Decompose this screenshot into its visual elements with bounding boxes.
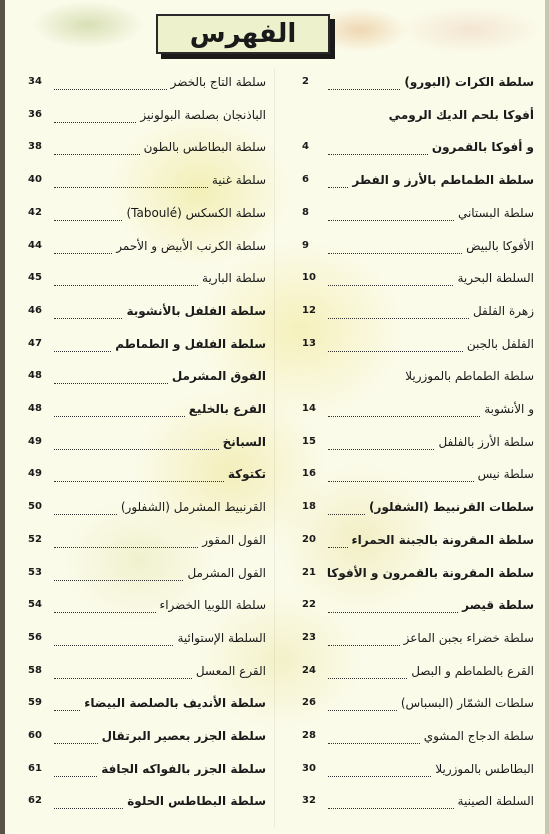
index-entry bbox=[302, 301, 534, 329]
entry-page-number: 58 bbox=[28, 664, 42, 676]
entry-title: سلطة الكرات (البورو) bbox=[404, 75, 534, 89]
dot-leader bbox=[54, 187, 208, 188]
index-entry bbox=[302, 399, 534, 427]
entry-title: سلطة الطماطم بالموزريلا bbox=[405, 369, 534, 384]
entry-title: سلطة البطاطس الحلوة bbox=[127, 794, 266, 809]
dot-leader bbox=[54, 710, 80, 711]
entry-page-number: 47 bbox=[28, 337, 42, 349]
index-entry bbox=[302, 105, 534, 133]
entry-title: الفلفل بالجبن bbox=[466, 336, 534, 351]
entry-page-number: 38 bbox=[28, 141, 42, 153]
index-entry bbox=[28, 759, 266, 787]
dot-leader bbox=[328, 253, 462, 254]
entry-title: الأفوكا بالبيض bbox=[466, 238, 534, 253]
dot-leader bbox=[328, 416, 480, 417]
entry-page-number: 30 bbox=[302, 762, 316, 774]
entry-page-number: 60 bbox=[28, 730, 42, 741]
index-entry bbox=[28, 595, 266, 623]
dot-leader bbox=[328, 187, 348, 188]
entry-page-number: 56 bbox=[28, 631, 42, 643]
dot-leader bbox=[54, 449, 219, 450]
dot-leader bbox=[328, 220, 454, 221]
index-entry bbox=[302, 693, 534, 721]
index-entry bbox=[28, 726, 266, 754]
entry-page-number: 12 bbox=[302, 304, 316, 316]
index-entry bbox=[302, 530, 534, 558]
index-entry bbox=[302, 726, 534, 754]
entry-title: سلطة الجزر بالفواكه الجافة bbox=[101, 761, 266, 776]
index-entry bbox=[28, 105, 266, 133]
dot-leader bbox=[328, 710, 397, 711]
index-entry bbox=[302, 236, 534, 264]
entry-page-number: 45 bbox=[28, 272, 42, 284]
entry-title: و أفوكا بالقمرون bbox=[431, 140, 534, 155]
entry-page-number: 20 bbox=[302, 533, 316, 545]
entry-page-number: 40 bbox=[28, 174, 42, 186]
entry-title: القرع بالخليع bbox=[188, 402, 266, 416]
entry-page-number: 4 bbox=[302, 141, 309, 153]
dot-leader bbox=[54, 612, 156, 613]
index-entry bbox=[28, 137, 266, 165]
entry-page-number: 34 bbox=[28, 76, 42, 87]
dot-leader bbox=[54, 253, 112, 254]
index-entry bbox=[28, 203, 266, 231]
entry-title: سلطة الأنديف بالصلصة البيضاء bbox=[84, 696, 266, 711]
entry-page-number: 14 bbox=[302, 403, 316, 414]
entry-page-number: 9 bbox=[302, 239, 309, 251]
index-entry bbox=[302, 595, 534, 623]
dot-leader bbox=[54, 416, 185, 417]
index-entry bbox=[28, 693, 266, 721]
entry-page-number: 50 bbox=[28, 501, 42, 513]
dot-leader bbox=[328, 514, 365, 515]
entry-title: سلطة نيس bbox=[477, 467, 534, 482]
index-entry bbox=[28, 170, 266, 198]
entry-page-number: 49 bbox=[28, 468, 42, 480]
entry-page-number: 16 bbox=[302, 468, 316, 480]
index-entry bbox=[28, 366, 266, 394]
dot-leader bbox=[328, 547, 348, 548]
entry-page-number: 10 bbox=[302, 272, 316, 284]
decorative-image bbox=[330, 0, 540, 65]
index-entry bbox=[28, 661, 266, 689]
entry-page-number: 54 bbox=[28, 599, 42, 611]
dot-leader bbox=[54, 383, 168, 384]
dot-leader bbox=[328, 89, 400, 90]
entry-page-number: 6 bbox=[302, 174, 309, 186]
entry-title: سلطة البستاني bbox=[457, 205, 534, 220]
index-entry bbox=[302, 661, 534, 689]
index-entry bbox=[302, 791, 534, 819]
entry-title: سلطة الأرز بالفلفل bbox=[438, 434, 534, 449]
entry-title: السلطة البحرية bbox=[457, 271, 534, 286]
dot-leader bbox=[328, 808, 454, 809]
entry-title: سلطة البطاطس بالطون bbox=[143, 140, 266, 155]
entry-title: الباذنجان بصلصة البولونيز bbox=[140, 107, 266, 122]
index-entry bbox=[28, 432, 266, 460]
index-entry bbox=[302, 72, 534, 100]
dot-leader bbox=[54, 154, 140, 155]
page-title: الفهرس bbox=[189, 19, 297, 49]
index-entry bbox=[302, 628, 534, 656]
dot-leader bbox=[54, 678, 192, 679]
index-entry bbox=[302, 203, 534, 231]
dot-leader bbox=[54, 89, 167, 90]
entry-page-number: 22 bbox=[302, 599, 316, 611]
entry-page-number bbox=[302, 366, 326, 386]
index-entry bbox=[28, 301, 266, 329]
left-edge bbox=[0, 0, 5, 834]
index-entry bbox=[302, 759, 534, 787]
entry-title: سلطة الكسكس (Taboulé) bbox=[126, 205, 266, 220]
entry-title: القرنبيط المشرمل (الشفلور) bbox=[120, 500, 266, 515]
entry-page-number bbox=[302, 105, 326, 125]
entry-title: سلطات القرنبيط (الشفلور) bbox=[369, 500, 534, 515]
entry-title: سلطة الكرنب الأبيض و الأحمر bbox=[116, 238, 266, 253]
entry-title: سلطة الجزر بعصير البرتقال bbox=[101, 729, 266, 743]
index-entry bbox=[302, 563, 534, 591]
entry-title: السبانخ bbox=[222, 434, 266, 449]
entry-title: القرع بالطماطم و البصل bbox=[411, 663, 534, 678]
dot-leader bbox=[54, 285, 198, 286]
dot-leader bbox=[328, 154, 428, 155]
index-entry bbox=[28, 334, 266, 362]
index-entry bbox=[28, 628, 266, 656]
entry-title: سلطات الشمّار (البسباس) bbox=[400, 696, 534, 711]
dot-leader bbox=[54, 776, 97, 777]
entry-title: سلطة قيصر bbox=[462, 598, 534, 613]
entry-page-number: 8 bbox=[302, 206, 309, 218]
dot-leader bbox=[328, 776, 431, 777]
dot-leader bbox=[54, 743, 98, 744]
index-entry bbox=[28, 236, 266, 264]
entry-page-number: 53 bbox=[28, 566, 42, 578]
dot-leader bbox=[328, 449, 434, 450]
entry-title: الفول المقور bbox=[202, 532, 266, 547]
dot-leader bbox=[328, 351, 463, 352]
entry-title: سلطة خضراء بجبن الماعز bbox=[403, 630, 534, 645]
dot-leader bbox=[54, 808, 123, 809]
index-entry bbox=[302, 497, 534, 525]
entry-page-number: 21 bbox=[302, 566, 316, 578]
entry-title: سلطة الدجاج المشوي bbox=[423, 729, 534, 743]
dot-leader bbox=[328, 612, 458, 613]
entry-page-number: 49 bbox=[28, 435, 42, 447]
index-entry bbox=[28, 497, 266, 525]
index-entry bbox=[28, 464, 266, 492]
entry-page-number: 42 bbox=[28, 206, 42, 218]
dot-leader bbox=[54, 481, 224, 482]
dot-leader bbox=[54, 351, 111, 352]
dot-leader bbox=[54, 547, 198, 548]
entry-title: السلطة الصينية bbox=[457, 794, 534, 809]
index-entry bbox=[302, 170, 534, 198]
entry-page-number: 28 bbox=[302, 730, 316, 741]
entry-title: سلطة المقرونة بالجبنة الحمراء bbox=[351, 532, 534, 547]
entry-page-number: 32 bbox=[302, 795, 316, 807]
dot-leader bbox=[54, 645, 173, 646]
dot-leader bbox=[328, 678, 407, 679]
column-divider bbox=[274, 68, 275, 828]
index-entry bbox=[28, 530, 266, 558]
entry-page-number: 62 bbox=[28, 795, 42, 807]
entry-title: أفوكا بلحم الديك الرومي bbox=[388, 107, 534, 122]
index-entry bbox=[28, 72, 266, 100]
entry-title: سلطة البارية bbox=[202, 271, 266, 286]
entry-title: القرع المعسل bbox=[195, 663, 266, 678]
entry-page-number: 15 bbox=[302, 435, 316, 447]
entry-page-number: 48 bbox=[28, 370, 42, 382]
entry-page-number: 61 bbox=[28, 762, 42, 774]
index-entry bbox=[302, 464, 534, 492]
entry-title: سلطة اللوبيا الخضراء bbox=[159, 598, 266, 613]
entry-title: سلطة المقرونة بالقمرون و الأفوكا bbox=[326, 565, 534, 580]
entry-title: زهرة الفلفل bbox=[472, 303, 534, 318]
entry-page-number: 24 bbox=[302, 664, 316, 676]
entry-title: تكتوكة bbox=[227, 467, 266, 482]
entry-title: سلطة الطماطم بالأرز و الفطر bbox=[352, 173, 534, 188]
decorative-image bbox=[8, 0, 158, 60]
index-entry bbox=[302, 432, 534, 460]
entry-title: الفوق المشرمل bbox=[171, 369, 266, 384]
page-title-box bbox=[156, 14, 330, 54]
dot-leader bbox=[328, 481, 474, 482]
dot-leader bbox=[328, 645, 400, 646]
entry-page-number: 36 bbox=[28, 108, 42, 120]
entry-title: الفول المشرمل bbox=[187, 565, 266, 580]
index-entry bbox=[28, 399, 266, 427]
entry-page-number: 23 bbox=[302, 631, 316, 643]
entry-page-number: 18 bbox=[302, 501, 316, 513]
entry-title: سلطة الفلفل و الطماطم bbox=[115, 336, 266, 351]
entry-title: السلطة الإستوائية bbox=[177, 630, 266, 645]
right-edge bbox=[545, 0, 549, 834]
entry-page-number: 48 bbox=[28, 403, 42, 414]
dot-leader bbox=[54, 122, 136, 123]
dot-leader bbox=[54, 514, 117, 515]
index-entry bbox=[302, 366, 534, 394]
index-entry bbox=[302, 334, 534, 362]
entry-title: سلطة الفلفل بالأنشوبة bbox=[126, 303, 266, 318]
index-entry bbox=[302, 268, 534, 296]
entry-title: سلطة التاج بالخضر bbox=[170, 75, 266, 89]
dot-leader bbox=[54, 580, 183, 581]
dot-leader bbox=[328, 743, 420, 744]
entry-title: سلطة غنية bbox=[211, 173, 266, 188]
dot-leader bbox=[328, 318, 469, 319]
dot-leader bbox=[328, 285, 453, 286]
entry-page-number: 59 bbox=[28, 697, 42, 709]
entry-page-number: 2 bbox=[302, 76, 309, 87]
entry-page-number: 52 bbox=[28, 533, 42, 545]
index-entry bbox=[28, 563, 266, 591]
index-entry bbox=[302, 137, 534, 165]
dot-leader bbox=[54, 318, 122, 319]
dot-leader bbox=[54, 220, 122, 221]
entry-page-number: 44 bbox=[28, 239, 42, 251]
entry-title: البطاطس بالموزريلا bbox=[435, 761, 534, 776]
index-entry bbox=[28, 791, 266, 819]
index-entry bbox=[28, 268, 266, 296]
entry-page-number: 46 bbox=[28, 304, 42, 316]
entry-page-number: 26 bbox=[302, 697, 316, 709]
entry-page-number: 13 bbox=[302, 337, 316, 349]
entry-title: و الأنشوبة bbox=[484, 402, 534, 416]
